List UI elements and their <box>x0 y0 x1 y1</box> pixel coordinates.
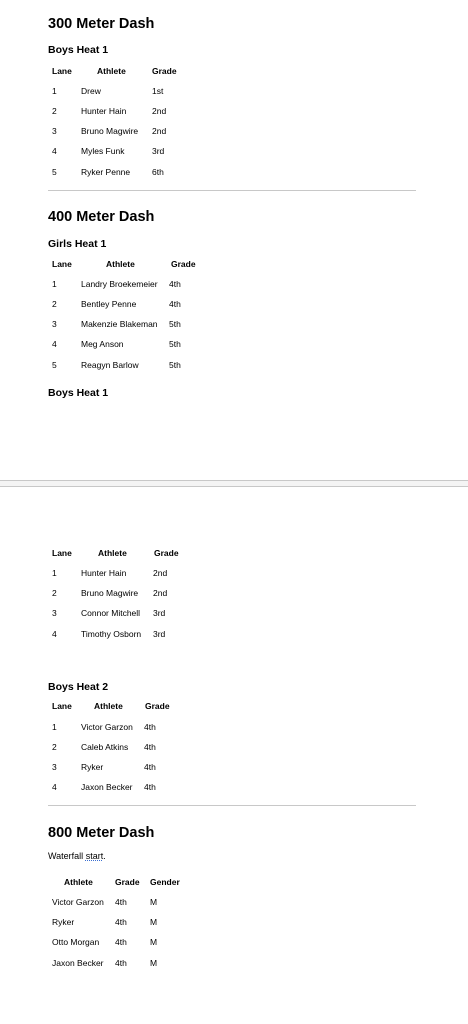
cell-grade: 4th <box>169 299 181 309</box>
cell-grade: 3rd <box>153 629 166 639</box>
heat-title-400m-girls-1: Girls Heat 1 <box>48 238 107 250</box>
note-word: start <box>85 851 104 861</box>
cell-gender: M <box>150 897 158 907</box>
cell-lane: 5 <box>52 360 57 370</box>
heat-title-400m-boys-2: Boys Heat 2 <box>48 681 109 693</box>
cell-athlete: Bentley Penne <box>81 299 137 309</box>
col-header-athlete: Athlete <box>106 259 135 269</box>
cell-athlete: Jaxon Becker <box>52 958 104 968</box>
note-suffix: . <box>103 851 106 861</box>
page-break <box>0 480 468 487</box>
cell-grade: 2nd <box>153 568 168 578</box>
cell-lane: 1 <box>52 86 57 96</box>
section-title-300m: 300 Meter Dash <box>48 16 155 32</box>
cell-lane: 4 <box>52 146 57 156</box>
col-header-lane: Lane <box>52 259 72 269</box>
col-header-athlete: Athlete <box>98 548 127 558</box>
cell-lane: 1 <box>52 568 57 578</box>
cell-athlete: Hunter Hain <box>81 568 127 578</box>
cell-grade: 4th <box>115 937 127 947</box>
cell-grade: 5th <box>169 360 181 370</box>
col-header-lane: Lane <box>52 66 72 76</box>
cell-athlete: Myles Funk <box>81 146 125 156</box>
section-title-400m: 400 Meter Dash <box>48 209 155 225</box>
cell-lane: 3 <box>52 319 57 329</box>
cell-grade: 3rd <box>153 608 166 618</box>
col-header-grade: Grade <box>154 548 179 558</box>
cell-grade: 2nd <box>152 106 167 116</box>
col-header-lane: Lane <box>52 548 72 558</box>
waterfall-note <box>48 852 106 861</box>
cell-lane: 4 <box>52 782 57 792</box>
heat-title-400m-boys-1: Boys Heat 1 <box>48 387 109 399</box>
cell-athlete: Victor Garzon <box>81 722 133 732</box>
col-header-grade: Grade <box>152 66 177 76</box>
col-header-athlete: Athlete <box>64 877 93 887</box>
cell-grade: 2nd <box>153 588 168 598</box>
cell-grade: 4th <box>115 897 127 907</box>
cell-athlete: Connor Mitchell <box>81 608 141 618</box>
cell-gender: M <box>150 917 158 927</box>
col-header-gender: Gender <box>150 877 180 887</box>
cell-lane: 4 <box>52 339 57 349</box>
cell-athlete: Caleb Atkins <box>81 742 129 752</box>
section-title-800m: 800 Meter Dash <box>48 825 155 841</box>
cell-athlete: Ryker <box>52 917 75 927</box>
cell-lane: 3 <box>52 608 57 618</box>
cell-grade: 4th <box>144 722 156 732</box>
cell-lane: 2 <box>52 588 57 598</box>
cell-lane: 3 <box>52 762 57 772</box>
cell-athlete: Meg Anson <box>81 339 124 349</box>
cell-athlete: Bruno Magwire <box>81 126 139 136</box>
col-header-grade: Grade <box>115 877 140 887</box>
cell-athlete: Bruno Magwire <box>81 588 139 598</box>
horizontal-rule <box>48 190 416 191</box>
cell-grade: 4th <box>144 782 156 792</box>
heat-title-300m-boys-1: Boys Heat 1 <box>48 44 109 56</box>
cell-lane: 1 <box>52 279 57 289</box>
cell-lane: 2 <box>52 106 57 116</box>
horizontal-rule <box>48 805 416 806</box>
col-header-grade: Grade <box>145 701 170 711</box>
col-header-lane: Lane <box>52 701 72 711</box>
cell-grade: 3rd <box>152 146 165 156</box>
cell-athlete: Otto Morgan <box>52 937 100 947</box>
cell-athlete: Drew <box>81 86 101 96</box>
cell-lane: 5 <box>52 167 57 177</box>
cell-grade: 5th <box>169 339 181 349</box>
cell-grade: 4th <box>169 279 181 289</box>
col-header-grade: Grade <box>171 259 196 269</box>
cell-grade: 6th <box>152 167 164 177</box>
col-header-athlete: Athlete <box>94 701 123 711</box>
cell-lane: 1 <box>52 722 57 732</box>
cell-athlete: Jaxon Becker <box>81 782 133 792</box>
cell-grade: 1st <box>152 86 164 96</box>
cell-athlete: Timothy Osborn <box>81 629 142 639</box>
cell-grade: 2nd <box>152 126 167 136</box>
cell-lane: 2 <box>52 299 57 309</box>
cell-grade: 5th <box>169 319 181 329</box>
cell-lane: 3 <box>52 126 57 136</box>
cell-athlete: Reagyn Barlow <box>81 360 139 370</box>
cell-athlete: Hunter Hain <box>81 106 127 116</box>
cell-grade: 4th <box>144 762 156 772</box>
cell-gender: M <box>150 958 158 968</box>
cell-lane: 2 <box>52 742 57 752</box>
cell-grade: 4th <box>115 958 127 968</box>
cell-athlete: Victor Garzon <box>52 897 104 907</box>
cell-athlete: Ryker <box>81 762 104 772</box>
cell-grade: 4th <box>115 917 127 927</box>
note-prefix: Waterfall <box>48 851 86 861</box>
cell-athlete: Makenzie Blakeman <box>81 319 158 329</box>
cell-athlete: Ryker Penne <box>81 167 131 177</box>
col-header-athlete: Athlete <box>97 66 126 76</box>
cell-gender: M <box>150 937 158 947</box>
cell-athlete: Landry Broekemeier <box>81 279 158 289</box>
cell-grade: 4th <box>144 742 156 752</box>
cell-lane: 4 <box>52 629 57 639</box>
